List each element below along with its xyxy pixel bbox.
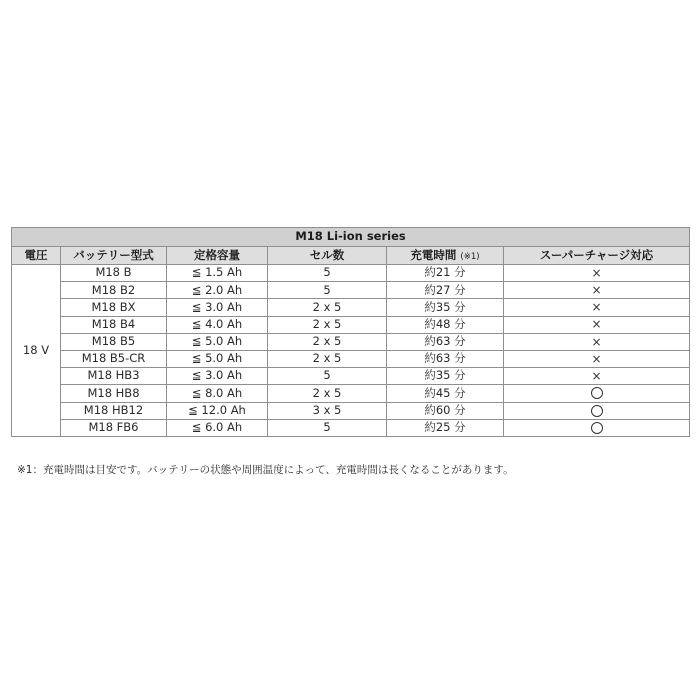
table-row [12,368,690,385]
header-charge-time-note: (※1) [460,251,480,262]
header-charge-time-label: 充電時間 [410,247,457,262]
header-charge-time [387,247,504,265]
cell-model: M18 B [61,265,167,282]
cell-cells: 2 x 5 [268,316,387,333]
cell-capacity: ≦ 2.0 Ah [167,282,268,299]
cell-supercharge [504,350,690,367]
cell-cells: 2 x 5 [268,350,387,367]
cell-model: M18 B5-CR [61,350,167,367]
cell-cells: 5 [268,265,387,282]
header-voltage: 電圧 [12,247,61,265]
cell-cells: 2 x 5 [268,333,387,350]
cell-capacity: ≦ 6.0 Ah [167,419,268,436]
unsupported-cross-icon: × [591,265,602,280]
table-row [12,299,690,316]
cell-charge-time: 約35 分 [387,299,504,316]
table-row [12,419,690,436]
header-supercharge: スーパーチャージ対応 [504,247,690,265]
cell-model: M18 HB12 [61,402,167,419]
cell-model: M18 FB6 [61,419,167,436]
cell-cells: 2 x 5 [268,299,387,316]
cell-charge-time: 約48 分 [387,316,504,333]
cell-cells: 3 x 5 [268,402,387,419]
cell-capacity: ≦ 3.0 Ah [167,368,268,385]
cell-charge-time: 約35 分 [387,368,504,385]
cell-cells: 5 [268,419,387,436]
table-row [12,333,690,350]
table-title: M18 Li-ion series [12,228,690,247]
cell-capacity: ≦ 1.5 Ah [167,265,268,282]
cell-model: M18 HB8 [61,385,167,402]
cell-charge-time: 約21 分 [387,265,504,282]
cell-capacity: ≦ 3.0 Ah [167,299,268,316]
unsupported-cross-icon: × [591,283,602,298]
table-row [12,282,690,299]
supported-circle-icon [591,387,603,399]
cell-capacity: ≦ 5.0 Ah [167,333,268,350]
header-cells: セル数 [268,247,387,265]
cell-charge-time: 約45 分 [387,385,504,402]
unsupported-cross-icon: × [591,334,602,349]
cell-capacity: ≦ 4.0 Ah [167,316,268,333]
table-row [12,350,690,367]
cell-capacity: ≦ 12.0 Ah [167,402,268,419]
cell-model: M18 B5 [61,333,167,350]
cell-capacity: ≦ 5.0 Ah [167,350,268,367]
cell-cells: 5 [268,368,387,385]
cell-capacity: ≦ 8.0 Ah [167,385,268,402]
table-title-row [12,228,690,247]
cell-supercharge [504,299,690,316]
cell-supercharge [504,265,690,282]
battery-spec-table [11,227,690,437]
cell-model: M18 HB3 [61,368,167,385]
cell-charge-time: 約63 分 [387,350,504,367]
cell-charge-time: 約25 分 [387,419,504,436]
table-body [12,265,690,437]
unsupported-cross-icon: × [591,300,602,315]
unsupported-cross-icon: × [591,351,602,366]
cell-supercharge [504,368,690,385]
supported-circle-icon [591,422,603,434]
cell-supercharge [504,402,690,419]
cell-cells: 5 [268,282,387,299]
cell-model: M18 B2 [61,282,167,299]
cell-cells: 2 x 5 [268,385,387,402]
unsupported-cross-icon: × [591,368,602,383]
cell-model: M18 B4 [61,316,167,333]
cell-charge-time: 約27 分 [387,282,504,299]
cell-supercharge [504,282,690,299]
unsupported-cross-icon: × [591,317,602,332]
table-row [12,402,690,419]
table-header-row [12,247,690,265]
voltage-cell: 18 V [12,265,61,437]
cell-supercharge [504,316,690,333]
table-row [12,265,690,282]
cell-model: M18 BX [61,299,167,316]
cell-supercharge [504,333,690,350]
header-capacity: 定格容量 [167,247,268,265]
cell-supercharge [504,385,690,402]
header-model: バッテリー型式 [61,247,167,265]
table-row [12,316,690,333]
supported-circle-icon [591,405,603,417]
table-row [12,385,690,402]
cell-charge-time: 約60 分 [387,402,504,419]
cell-charge-time: 約63 分 [387,333,504,350]
footnote: ※1：充電時間は目安です。バッテリーの状態や周囲温度によって、充電時間は長くなることがあります。 [17,464,514,476]
cell-supercharge [504,419,690,436]
